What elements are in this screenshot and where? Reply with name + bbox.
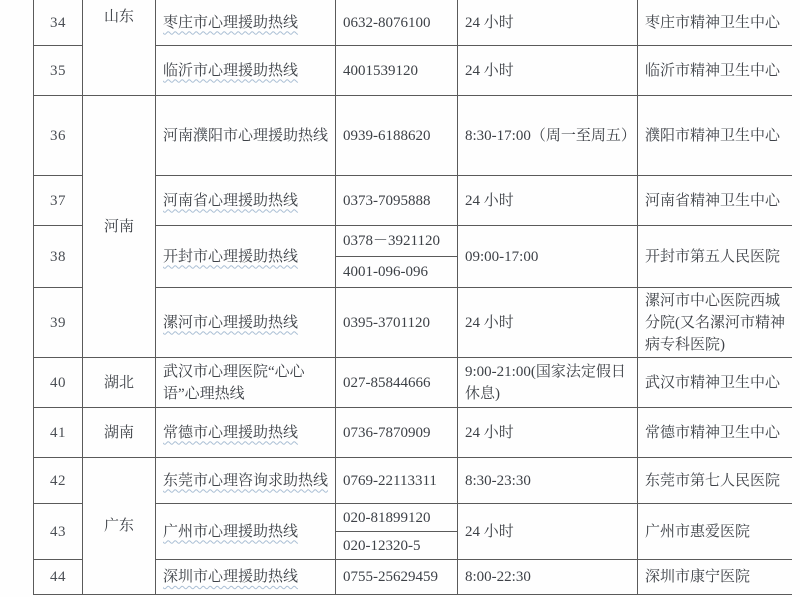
row-41-org: 常德市精神卫生中心 [638, 408, 792, 458]
row-44-phone: 0755-25629459 [336, 560, 458, 595]
row-43-org: 广州市惠爱医院 [638, 504, 792, 560]
hotline-name-text: 广州市心理援助热线 [163, 523, 299, 540]
row-43-number: 43 [34, 504, 83, 560]
row-34-hotline-name [156, 0, 336, 46]
province-hunan: 湖南 [83, 408, 156, 458]
row-35-phone: 4001539120 [336, 46, 458, 96]
row-43-hotline-name [156, 504, 336, 560]
row-35-number: 35 [34, 46, 83, 96]
province-shandong: 山东 [83, 0, 156, 96]
row-35-org: 临沂市精神卫生中心 [638, 46, 792, 96]
row-38-org: 开封市第五人民医院 [638, 226, 792, 288]
row-40-org: 武汉市精神卫生中心 [638, 358, 792, 408]
hotline-name-text: 东莞市心理咨询求助热线 [163, 472, 329, 489]
row-34-number: 34 [34, 0, 83, 46]
row-34-phone: 0632-8076100 [336, 0, 458, 46]
row-41-hotline-name [156, 408, 336, 458]
row-38-phone-1: 0378－3921120 [336, 226, 458, 257]
row-42-hotline-name [156, 458, 336, 504]
row-39-phone: 0395-3701120 [336, 288, 458, 358]
hotline-name-text: 河南省心理援助热线 [163, 192, 299, 209]
row-44-org: 深圳市康宁医院 [638, 560, 792, 595]
row-38-number: 38 [34, 226, 83, 288]
row-40-phone: 027-85844666 [336, 358, 458, 408]
row-39-org: 漯河市中心医院西城分院(又名漯河市精神病专科医院) [638, 288, 792, 358]
row-36-hours: 8:30-17:00（周一至周五） [458, 96, 638, 176]
row-43-phone-2: 020-12320-5 [336, 532, 458, 560]
row-43-hours: 24 小时 [458, 504, 638, 560]
row-36-hotline-name [156, 96, 336, 176]
row-37-number: 37 [34, 176, 83, 226]
province-hubei: 湖北 [83, 358, 156, 408]
row-37-phone: 0373-7095888 [336, 176, 458, 226]
row-44-hours: 8:00-22:30 [458, 560, 638, 595]
row-44-number: 44 [34, 560, 83, 595]
row-38-hotline-name [156, 226, 336, 288]
row-38-hours: 09:00-17:00 [458, 226, 638, 288]
row-42-phone: 0769-22113311 [336, 458, 458, 504]
row-40-hours: 9:00-21:00(国家法定假日休息) [458, 358, 638, 408]
row-35-hours: 24 小时 [458, 46, 638, 96]
row-41-phone: 0736-7870909 [336, 408, 458, 458]
province-henan: 河南 [83, 96, 156, 358]
hotline-name-text: 枣庄市心理援助热线 [163, 14, 299, 31]
row-34-org: 枣庄市精神卫生中心 [638, 0, 792, 46]
row-37-org: 河南省精神卫生中心 [638, 176, 792, 226]
hotline-name-text: 武汉市心理医院“心心语”心理热线 [163, 363, 305, 402]
row-42-org: 东莞市第七人民医院 [638, 458, 792, 504]
row-36-phone: 0939-6188620 [336, 96, 458, 176]
row-38-phone-2: 4001-096-096 [336, 257, 458, 288]
row-39-number: 39 [34, 288, 83, 358]
row-41-number: 41 [34, 408, 83, 458]
hotline-name-text: 开封市心理援助热线 [163, 248, 299, 265]
row-37-hours: 24 小时 [458, 176, 638, 226]
hotline-name-text: 临沂市心理援助热线 [163, 62, 299, 79]
row-44-hotline-name [156, 560, 336, 595]
row-36-org: 濮阳市精神卫生中心 [638, 96, 792, 176]
row-39-hours: 24 小时 [458, 288, 638, 358]
row-35-hotline-name [156, 46, 336, 96]
row-36-number: 36 [34, 96, 83, 176]
row-39-hotline-name [156, 288, 336, 358]
hotline-table [33, 0, 792, 595]
province-guangdong: 广东 [83, 458, 156, 595]
row-43-phone-1: 020-81899120 [336, 504, 458, 532]
row-37-hotline-name [156, 176, 336, 226]
row-42-number: 42 [34, 458, 83, 504]
row-42-hours: 8:30-23:30 [458, 458, 638, 504]
row-41-hours: 24 小时 [458, 408, 638, 458]
hotline-name-text: 河南濮阳市心理援助热线 [163, 127, 329, 144]
hotline-name-text: 常德市心理援助热线 [163, 424, 299, 441]
hotline-name-text: 漯河市心理援助热线 [163, 314, 299, 331]
row-34-hours: 24 小时 [458, 0, 638, 46]
row-40-hotline-name [156, 358, 336, 408]
hotline-name-text: 深圳市心理援助热线 [163, 569, 299, 585]
row-40-number: 40 [34, 358, 83, 408]
